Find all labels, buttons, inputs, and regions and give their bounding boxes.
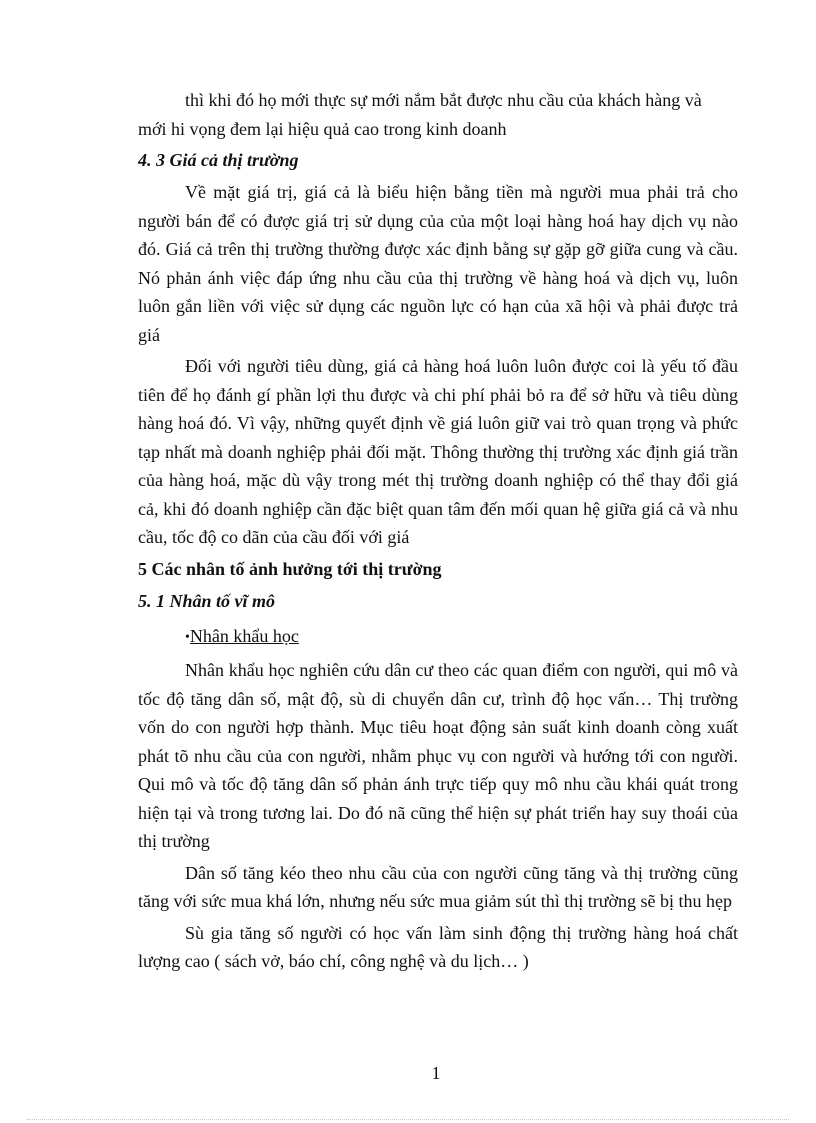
section-heading-4-3: 4. 3 Giá cả thị trường (138, 150, 299, 170)
paragraph-demographics: Nhân khẩu học nghiên cứu dân cư theo các quan điểm con người, qui mô và tốc độ tăng dân số, mật độ, sù di chuyển dân cư, trình độ học vấn… Thị trường vốn do con người hợp thành. Mục tiêu hoạt động sản suất kinh doanh còng xuất phát tõ nhu cầu của con người, nhằm phục vụ con người và hướng tới con người. Qui mô và tốc độ tăng dân số phản ánh trực tiếp quy mô nhu cầu khái quát trong hiện tại và trong tương lai. Do đó nã cũng thể hiện sự phát triển hay suy thoái của thị trường (138, 660, 738, 851)
paragraph-population-growth: Dân số tăng kéo theo nhu cầu của con người cũng tăng và thị trường cũng tăng với sức mua khá lớn, nhưng nếu sức mua giảm sút thì thị trường sẽ bị thu hẹp (138, 862, 738, 911)
section-heading-5: 5 Các nhân tố ảnh hưởng tới thị trường (138, 558, 442, 579)
bullet-dot-icon: • (185, 629, 190, 645)
paragraph-price-definition: Về mặt giá trị, giá cả là biểu hiện bằng tiền mà người mua phải trả cho người bán để có được giá trị sử dụng của của một loại hàng hoá hay dịch vụ nào đó. Giá cả trên thị trường thường được xác định bằng sự gặp gỡ giữa cung và cầu. Nó phản ánh việc đáp ứng nhu cầu của thị trường về hàng hoá và dịch vụ, luôn luôn gắn liền với việc sử dụng các nguồn lực có hạn của xã hội và phải được trả giá (138, 182, 738, 345)
section-heading-5-1: 5. 1 Nhân tố vĩ mô (138, 590, 276, 611)
page-bottom-divider (27, 1119, 789, 1120)
document-page (138, 86, 738, 976)
paragraph-continued-line-1: thì khi đó họ mới thực sự mới nắm bắt được nhu cầu của khách hàng và (185, 90, 702, 110)
paragraph-education: Sù gia tăng số người có học vấn làm sinh động thị trường hàng hoá chất lượng cao ( sách vở, báo chí, công nghệ và du lịch… ) (138, 922, 738, 971)
page-number: 1 (431, 1063, 441, 1083)
paragraph-continued-line-2: mới hi vọng đem lại hiệu quả cao trong kinh doanh (138, 118, 507, 139)
bullet-demographics (138, 622, 738, 653)
bullet-label: Nhân khẩu học (189, 625, 299, 646)
paragraph-consumer-price: Đối với người tiêu dùng, giá cả hàng hoá luôn luôn được coi là yếu tố đầu tiên để họ đánh gí phần lợi thu được và chi phí phải bỏ ra để sở hữu và tiêu dùng hàng hoá đó. Vì vậy, những quyết định về giá luôn giữ vai trò quan trọng và phức tạp nhất mà doanh nghiệp phải đối mặt. Thông thường thị trường xác định giá trần của hàng hoá, mặc dù vậy trong mét thị trường doanh nghiệp có thể thay đổi giá cả, khi đó doanh nghiệp cần đặc biệt quan tâm đến mối quan hệ giữa giá cả và nhu cầu, tốc độ co dãn của cầu đối với giá (138, 356, 738, 547)
